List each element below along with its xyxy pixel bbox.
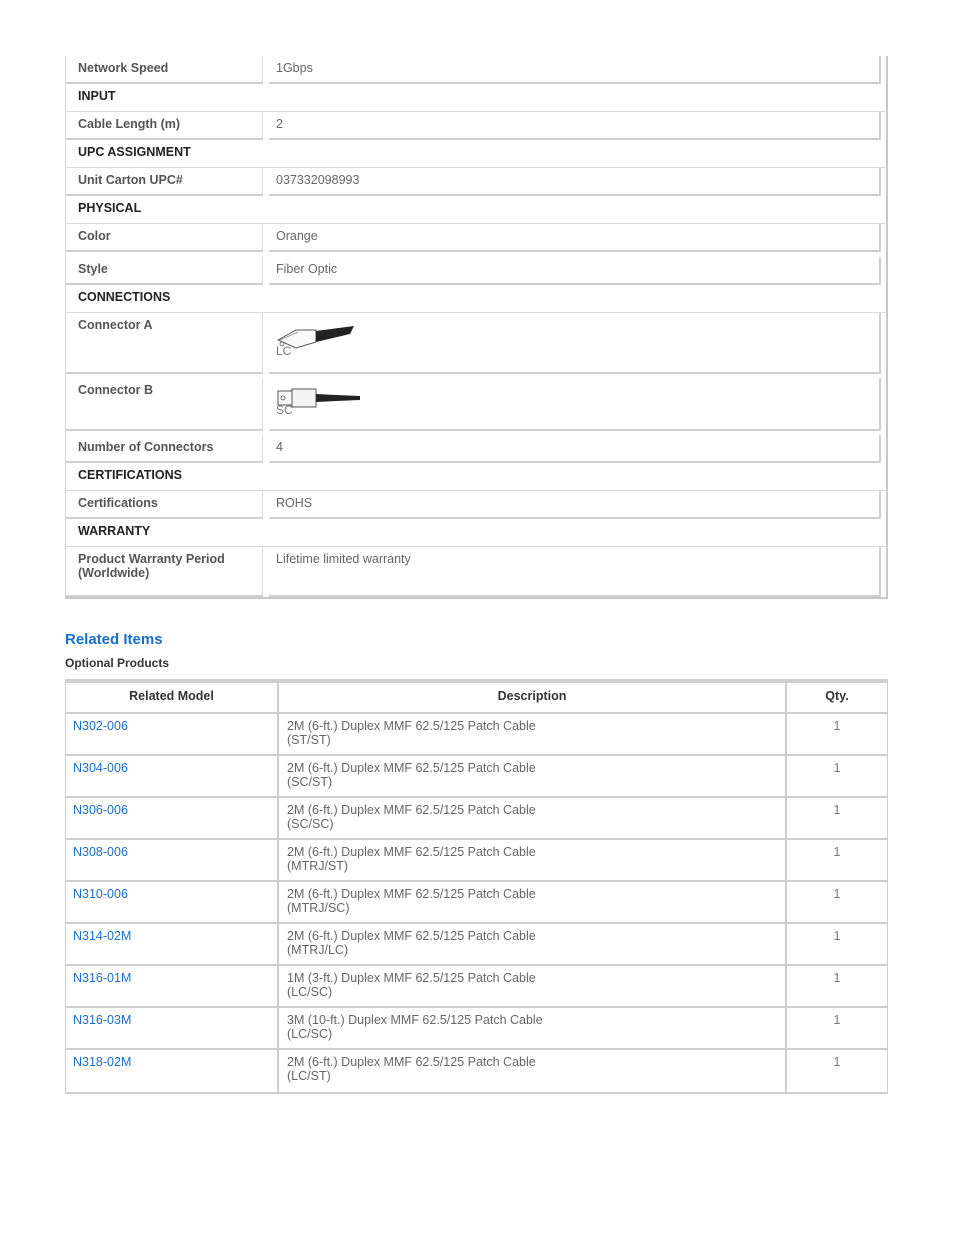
model-link[interactable]: N308-006: [73, 845, 128, 859]
table-row: [66, 840, 887, 882]
sc-connector-image: [276, 383, 366, 417]
description-line: (MTRJ/ST): [287, 859, 349, 873]
spec-label-line: (Worldwide): [78, 566, 150, 580]
spec-value: Fiber Optic: [269, 257, 881, 285]
model-link[interactable]: N314-02M: [73, 929, 132, 943]
spec-label: Style: [66, 257, 263, 285]
column-header-model: Related Model: [66, 683, 279, 712]
related-items-table: [65, 679, 888, 1094]
spec-row-color: [66, 224, 886, 252]
spec-label: Network Speed: [66, 56, 263, 84]
section-header-certifications: CERTIFICATIONS: [66, 463, 886, 491]
section-header-input: INPUT: [66, 84, 886, 112]
model-cell: [66, 840, 279, 880]
model-link[interactable]: N310-006: [73, 887, 128, 901]
section-header-physical: PHYSICAL: [66, 196, 886, 224]
spec-row-num-connectors: [66, 435, 886, 463]
column-header-qty: Qty.: [825, 689, 849, 703]
qty-cell: 1: [833, 1013, 841, 1027]
description-cell: [279, 714, 787, 754]
description-line: 2M (6-ft.) Duplex MMF 62.5/125 Patch Cable: [287, 845, 536, 859]
description-cell: [279, 882, 787, 922]
spec-label: [66, 547, 263, 597]
description-cell: [279, 756, 787, 796]
model-cell: [66, 1008, 279, 1048]
spec-label: Color: [66, 224, 263, 252]
table-row: [66, 966, 887, 1008]
optional-products-subtitle: Optional Products: [65, 656, 170, 670]
description-line: (LC/ST): [287, 1069, 331, 1083]
qty-cell: 1: [833, 845, 841, 859]
model-link[interactable]: N304-006: [73, 761, 128, 775]
model-cell: [66, 756, 279, 796]
related-items-title: Related Items: [65, 631, 163, 648]
qty-cell: 1: [833, 971, 841, 985]
description-line: 2M (6-ft.) Duplex MMF 62.5/125 Patch Cable: [287, 1055, 536, 1069]
spec-row-connector-b: [66, 378, 886, 431]
spec-row-style: [66, 257, 886, 285]
spec-label: Number of Connectors: [66, 435, 263, 463]
description-line: 3M (10-ft.) Duplex MMF 62.5/125 Patch Cable: [287, 1013, 543, 1027]
table-row: [66, 756, 887, 798]
spec-label: Unit Carton UPC#: [66, 168, 263, 196]
table-row: [66, 798, 887, 840]
table-header: [66, 683, 887, 714]
spec-row-network-speed: [66, 56, 886, 84]
spec-label: Certifications: [66, 491, 263, 519]
spec-value: ROHS: [269, 491, 881, 519]
connector-type-label: SC: [276, 403, 293, 417]
model-link[interactable]: N316-03M: [73, 1013, 132, 1027]
spec-row-warranty: [66, 547, 886, 597]
description-cell: [279, 966, 787, 1006]
spec-value: 1Gbps: [269, 56, 881, 84]
qty-cell: 1: [833, 803, 841, 817]
description-line: (LC/SC): [287, 985, 333, 999]
description-line: (LC/SC): [287, 1027, 333, 1041]
description-line: 2M (6-ft.) Duplex MMF 62.5/125 Patch Cable: [287, 929, 536, 943]
description-line: (ST/ST): [287, 733, 331, 747]
column-header-description: Description: [279, 683, 787, 712]
description-line: 1M (3-ft.) Duplex MMF 62.5/125 Patch Cable: [287, 971, 536, 985]
qty-cell: 1: [833, 929, 841, 943]
description-line: (SC/SC): [287, 817, 334, 831]
spec-value: 037332098993: [269, 168, 881, 196]
model-cell: [66, 966, 279, 1006]
spec-value: [269, 378, 881, 431]
model-link[interactable]: N302-006: [73, 719, 128, 733]
description-cell: [279, 924, 787, 964]
model-cell: [66, 798, 279, 838]
qty-cell: 1: [833, 761, 841, 775]
spec-label-line: Product Warranty Period: [78, 552, 225, 566]
description-cell: [279, 1050, 787, 1092]
table-row: [66, 1008, 887, 1050]
spec-table: [65, 56, 888, 599]
section-header-warranty: WARRANTY: [66, 519, 886, 547]
table-row: [66, 714, 887, 756]
qty-cell: 1: [833, 887, 841, 901]
description-cell: [279, 798, 787, 838]
model-cell: [66, 882, 279, 922]
section-header-upc: UPC ASSIGNMENT: [66, 140, 886, 168]
model-cell: [66, 1050, 279, 1092]
description-line: (MTRJ/SC): [287, 901, 350, 915]
model-link[interactable]: N306-006: [73, 803, 128, 817]
model-link[interactable]: N318-02M: [73, 1055, 132, 1069]
spec-value: [269, 313, 881, 374]
description-line: 2M (6-ft.) Duplex MMF 62.5/125 Patch Cable: [287, 761, 536, 775]
description-line: (SC/ST): [287, 775, 333, 789]
model-link[interactable]: N316-01M: [73, 971, 132, 985]
spec-label: Connector B: [66, 378, 263, 431]
qty-cell: 1: [833, 719, 841, 733]
description-line: 2M (6-ft.) Duplex MMF 62.5/125 Patch Cable: [287, 887, 536, 901]
table-row: [66, 1050, 887, 1092]
section-header-connections: CONNECTIONS: [66, 285, 886, 313]
table-row: [66, 924, 887, 966]
description-line: (MTRJ/LC): [287, 943, 349, 957]
description-cell: [279, 1008, 787, 1048]
description-line: 2M (6-ft.) Duplex MMF 62.5/125 Patch Cable: [287, 719, 536, 733]
lc-connector-image: [276, 318, 366, 358]
qty-cell: 1: [833, 1055, 841, 1069]
connector-type-label: LC: [276, 344, 292, 358]
table-row: [66, 882, 887, 924]
spec-value: 4: [269, 435, 881, 463]
spec-label: Cable Length (m): [66, 112, 263, 140]
description-cell: [279, 840, 787, 880]
spec-value: Orange: [269, 224, 881, 252]
spec-row-cable-length: [66, 112, 886, 140]
spec-value: 2: [269, 112, 881, 140]
spec-label: Connector A: [66, 313, 263, 374]
spec-value: Lifetime limited warranty: [269, 547, 881, 597]
spec-row-upc: [66, 168, 886, 196]
model-cell: [66, 924, 279, 964]
model-cell: [66, 714, 279, 754]
spec-row-certifications: [66, 491, 886, 519]
description-line: 2M (6-ft.) Duplex MMF 62.5/125 Patch Cable: [287, 803, 536, 817]
spec-row-connector-a: [66, 313, 886, 374]
